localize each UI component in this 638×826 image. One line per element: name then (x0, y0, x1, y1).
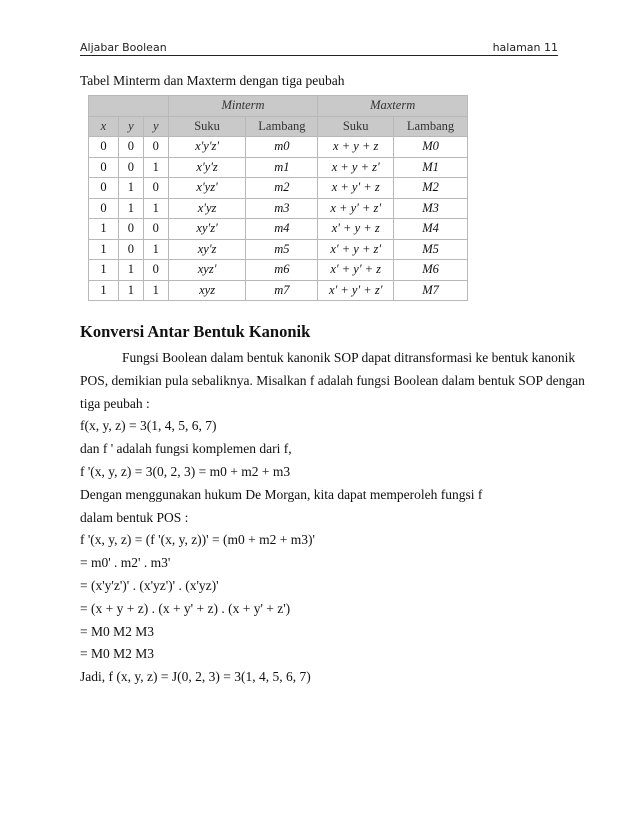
cell-maxterm-suku: x + y + z (318, 137, 394, 158)
minterm-maxterm-table (88, 95, 468, 301)
header-title: Aljabar Boolean (80, 41, 167, 54)
cell-maxterm-suku: x + y' + z' (318, 198, 394, 219)
table-row (89, 239, 468, 260)
cell-minterm-lambang: m2 (246, 178, 318, 199)
cell-minterm-lambang: m3 (246, 198, 318, 219)
paragraph-line: POS, demikian pula sebaliknya. Misalkan f adalah fungsi Boolean dalam bentuk SOP dengan (80, 372, 585, 388)
cell-maxterm-lambang: M1 (394, 157, 468, 178)
cell-maxterm-lambang: M4 (394, 219, 468, 240)
table-row (89, 137, 468, 158)
cell-minterm-lambang: m0 (246, 137, 318, 158)
table-group-header-row (89, 96, 468, 117)
cell-maxterm-lambang: M0 (394, 137, 468, 158)
col-header-lambang-max: Lambang (394, 116, 468, 137)
col-header-suku-max: Suku (318, 116, 394, 137)
cell-y: 0 (118, 239, 143, 260)
cell-maxterm-lambang: M6 (394, 260, 468, 281)
cell-minterm-lambang: m4 (246, 219, 318, 240)
cell-maxterm-lambang: M7 (394, 280, 468, 301)
paragraph-line: tiga peubah : (80, 395, 150, 411)
table-caption: Tabel Minterm dan Maxterm dengan tiga peubah (80, 73, 345, 88)
cell-z: 0 (143, 137, 168, 158)
cell-y: 1 (118, 280, 143, 301)
cell-minterm-suku: x'yz' (168, 178, 246, 199)
cell-maxterm-lambang: M5 (394, 239, 468, 260)
cell-minterm-suku: x'yz (168, 198, 246, 219)
table-row (89, 219, 468, 240)
equation-line: f(x, y, z) = 3(1, 4, 5, 6, 7) (80, 418, 217, 434)
cell-minterm-lambang: m1 (246, 157, 318, 178)
cell-maxterm-suku: x' + y + z' (318, 239, 394, 260)
cell-x: 1 (89, 260, 119, 281)
cell-y: 1 (118, 260, 143, 281)
cell-maxterm-suku: x' + y' + z' (318, 280, 394, 301)
cell-minterm-lambang: m5 (246, 239, 318, 260)
cell-x: 1 (89, 219, 119, 240)
cell-z: 1 (143, 198, 168, 219)
cell-x: 0 (89, 157, 119, 178)
paragraph-line: Fungsi Boolean dalam bentuk kanonik SOP dapat ditransformasi ke bentuk kanonik (122, 350, 576, 365)
cell-z: 0 (143, 260, 168, 281)
cell-minterm-suku: xy'z' (168, 219, 246, 240)
paragraph-line: dan f ' adalah fungsi komplemen dari f, (80, 441, 292, 457)
cell-y: 1 (118, 178, 143, 199)
equation-line: = M0 M2 M3 (80, 646, 154, 662)
body-text (80, 347, 585, 689)
group-header-blank (89, 96, 169, 117)
cell-minterm-lambang: m7 (246, 280, 318, 301)
paragraph-line: Dengan menggunakan hukum De Morgan, kita dapat memperoleh fungsi f (80, 486, 483, 502)
cell-x: 0 (89, 178, 119, 199)
page-number: halaman 11 (492, 41, 558, 54)
cell-y: 0 (118, 137, 143, 158)
cell-minterm-lambang: m6 (246, 260, 318, 281)
cell-z: 0 (143, 178, 168, 199)
equation-line: = M0 M2 M3 (80, 623, 154, 639)
equation-line: = m0' . m2' . m3' (80, 555, 171, 571)
col-header-lambang-min: Lambang (246, 116, 318, 137)
equation-line: = (x'y'z')' . (x'yz')' . (x'yz)' (80, 577, 219, 593)
cell-minterm-suku: xy'z (168, 239, 246, 260)
table-row (89, 260, 468, 281)
col-header-x: x (89, 116, 119, 137)
col-header-y2: y (143, 116, 168, 137)
conclusion-line: Jadi, f (x, y, z) = J(0, 2, 3) = 3(1, 4, 5, 6, 7) (80, 669, 311, 685)
cell-maxterm-suku: x' + y + z (318, 219, 394, 240)
cell-minterm-suku: xyz' (168, 260, 246, 281)
paragraph-line: dalam bentuk POS : (80, 509, 189, 525)
cell-x: 1 (89, 280, 119, 301)
cell-maxterm-lambang: M2 (394, 178, 468, 199)
cell-minterm-suku: x'y'z' (168, 137, 246, 158)
table-row (89, 178, 468, 199)
table-row (89, 198, 468, 219)
cell-x: 0 (89, 137, 119, 158)
cell-maxterm-lambang: M3 (394, 198, 468, 219)
cell-y: 1 (118, 198, 143, 219)
cell-minterm-suku: x'y'z (168, 157, 246, 178)
cell-maxterm-suku: x + y + z' (318, 157, 394, 178)
group-header-maxterm: Maxterm (318, 96, 468, 117)
cell-maxterm-suku: x + y' + z (318, 178, 394, 199)
page-header (80, 41, 558, 56)
equation-line: f '(x, y, z) = (f '(x, y, z))' = (m0 + m2 + m3)' (80, 532, 315, 548)
cell-y: 0 (118, 219, 143, 240)
cell-minterm-suku: xyz (168, 280, 246, 301)
section-title: Konversi Antar Bentuk Kanonik (80, 322, 311, 341)
cell-y: 0 (118, 157, 143, 178)
cell-x: 1 (89, 239, 119, 260)
table-row (89, 157, 468, 178)
col-header-suku-min: Suku (168, 116, 246, 137)
cell-z: 1 (143, 280, 168, 301)
cell-z: 1 (143, 239, 168, 260)
table-column-header-row (89, 116, 468, 137)
group-header-minterm: Minterm (168, 96, 318, 117)
equation-line: f '(x, y, z) = 3(0, 2, 3) = m0 + m2 + m3 (80, 463, 291, 479)
cell-maxterm-suku: x' + y' + z (318, 260, 394, 281)
table-row (89, 280, 468, 301)
cell-x: 0 (89, 198, 119, 219)
cell-z: 1 (143, 157, 168, 178)
equation-line: = (x + y + z) . (x + y' + z) . (x + y' + z') (80, 600, 291, 616)
col-header-y1: y (118, 116, 143, 137)
cell-z: 0 (143, 219, 168, 240)
